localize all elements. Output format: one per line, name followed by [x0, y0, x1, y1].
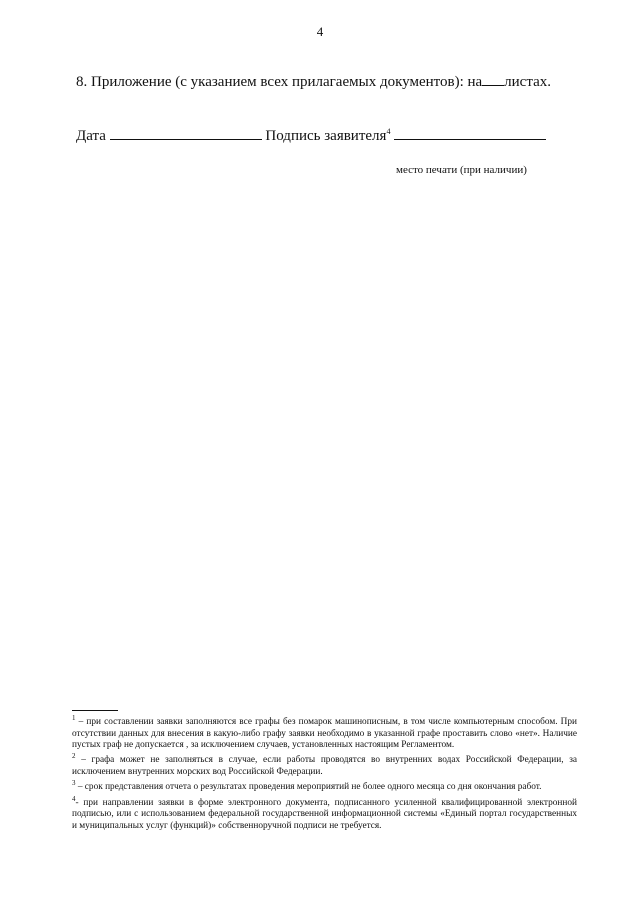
footnote-1 — [72, 713, 577, 751]
stamp-note: место печати (при наличии) — [396, 164, 527, 176]
date-blank — [110, 127, 262, 140]
footnote-divider — [72, 710, 118, 711]
attachment-line — [76, 73, 551, 91]
signature-line — [76, 127, 546, 145]
sheet-count-blank — [482, 73, 504, 86]
footnote-text: – срок представления отчета о результатах проведения мероприятий не более одного месяца со дня окончания работ. — [77, 782, 542, 793]
attachment-text: 8. Приложение (с указанием всех прилагаемых документов): на — [76, 74, 483, 90]
footnote-mark: 2 — [72, 752, 76, 761]
signature-label: Подпись заявителя — [265, 128, 387, 144]
footnote-mark: 1 — [72, 714, 76, 722]
date-label: Дата — [76, 128, 106, 144]
footnote-text: – графа может не заполняться в случае, если работы проводятся во внутренних водах Российской Федерации, за исключением внутренних морских вод Российской Федерации. — [72, 755, 578, 777]
page-number: 4 — [316, 24, 324, 39]
signature-footnote-mark: 4 — [386, 127, 391, 136]
footnotes — [72, 713, 577, 832]
footnote-3 — [72, 778, 577, 794]
signature-blank — [394, 127, 546, 140]
footnote-text: – при составлении заявки заполняются все графы без помарок машинописным, в том числе компьютерным способом. При отсутствии данных для внесения в какую-либо графу заявки необходимо в указанной графе проставить слово «нет». Наличие пустых граф не допускается , за исключением случаев, установленных настоящим Регламентом. — [72, 717, 577, 750]
footnote-text: - при направлении заявки в форме электронного документа, подписанного усиленной квалифицированной электронной подписью, или с использованием федеральной государственной информационной системы «Единый портал государственных и муниципальных услуг (функций)» собственноручной подписи не требуется. — [72, 797, 577, 831]
footnote-4 — [72, 794, 577, 832]
footnote-2 — [72, 751, 577, 778]
footnote-mark: 3 — [72, 779, 76, 788]
footnote-mark: 4 — [72, 794, 76, 803]
attachment-sheets-label: листах. — [504, 74, 551, 90]
